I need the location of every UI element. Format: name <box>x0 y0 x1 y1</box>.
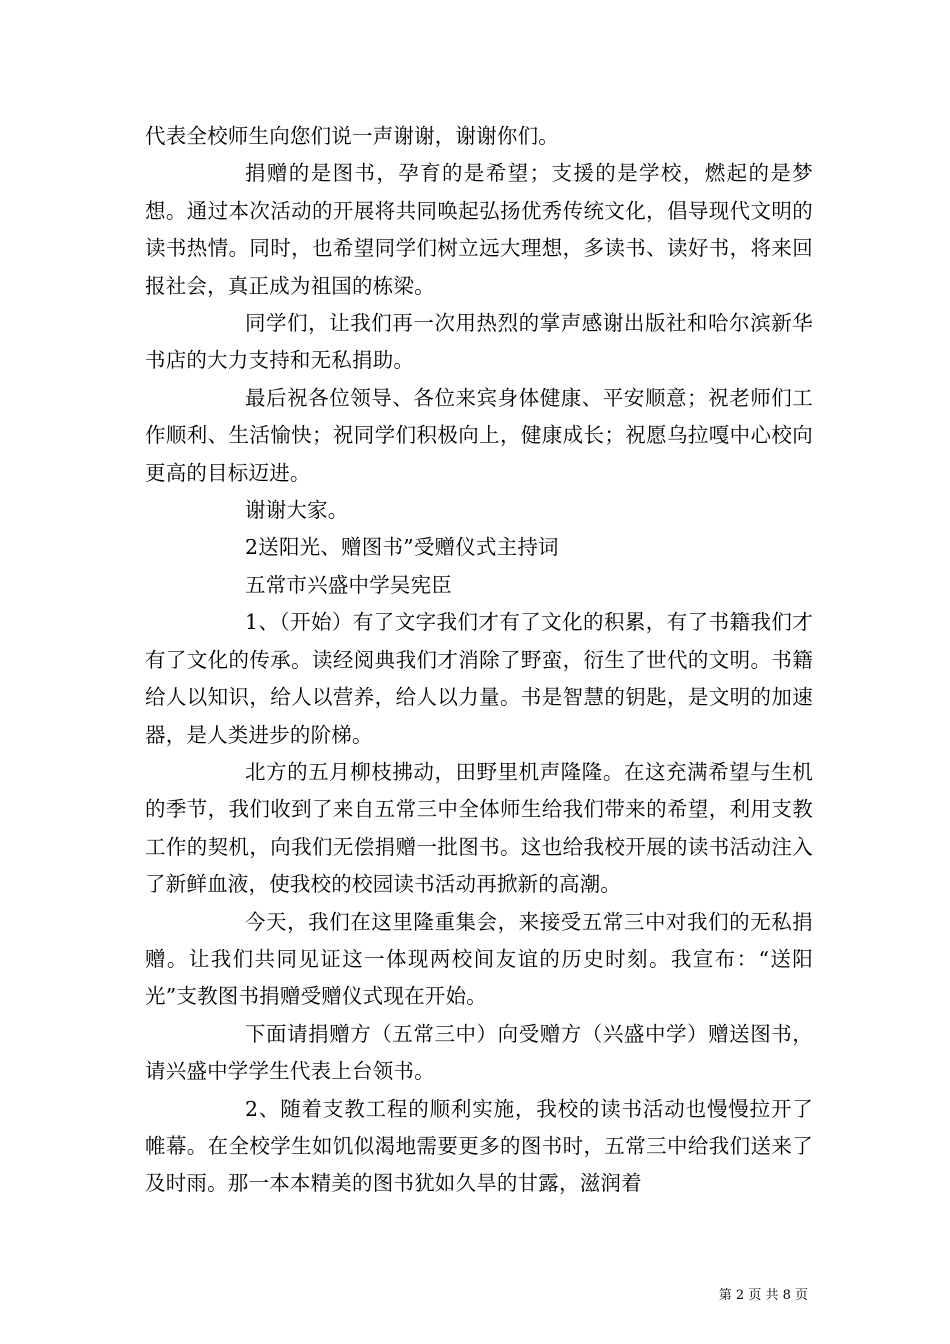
paragraph-2: 捐赠的是图书，孕育的是希望；支援的是学校，燃起的是梦想。通过本次活动的开展将共同唤起弘扬优秀传统文化，倡导现代文明的读书热情。同时，也希望同学们树立远大理想，多读书、读好书，将来回报社会，真正成为祖国的栋梁。 <box>145 161 813 298</box>
paragraph-3: 同学们，让我们再一次用热烈的掌声感谢出版社和哈尔滨新华书店的大力支持和无私捐助。 <box>145 311 813 373</box>
paragraph-8: 1、（开始）有了文字我们才有了文化的积累，有了书籍我们才有了文化的传承。读经阅典我们才消除了野蛮，衍生了世代的文明。书籍给人以知识，给人以营养，给人以力量。书是智慧的钥匙，是文明的加速器，是人类进步的阶梯。 <box>145 610 813 747</box>
author-line: 五常市兴盛中学吴宪臣 <box>245 572 452 597</box>
paragraph-10: 今天，我们在这里隆重集会，来接受五常三中对我们的无私捐赠。让我们共同见证这一体现两校间友谊的历史时刻。我宣布：“送阳光”支教图书捐赠受赠仪式现在开始。 <box>145 909 813 1009</box>
paragraph-5: 谢谢大家。 <box>245 498 349 523</box>
paragraph-9: 北方的五月柳枝拂动，田野里机声隆隆。在这充满希望与生机的季节，我们收到了来自五常三中全体师生给我们带来的希望，利用支教工作的契机，向我们无偿捐赠一批图书。这也给我校开展的读书活动注入了新鲜血液，使我校的校园读书活动再掀新的高潮。 <box>145 759 813 897</box>
document-body <box>145 118 813 1203</box>
section-title: 2送阳光、赠图书”受赠仪式主持词 <box>245 535 559 560</box>
paragraph-11: 下面请捐赠方（五常三中）向受赠方（兴盛中学）赠送图书，请兴盛中学学生代表上台领书。 <box>145 1021 813 1084</box>
paragraph-1: 代表全校师生向您们说一声谢谢，谢谢你们。 <box>145 124 559 148</box>
page-number-footer: 第 2 页 共 8 页 <box>718 1288 808 1303</box>
paragraph-4: 最后祝各位领导、各位来宾身体健康、平安顺意；祝老师们工作顺利、生活愉快；祝同学们积极向上，健康成长；祝愿乌拉嘎中心校向更高的目标迈进。 <box>145 385 813 485</box>
paragraph-12: 2、随着支教工程的顺利实施，我校的读书活动也慢慢拉开了帷幕。在全校学生如饥似渴地需要更多的图书时，五常三中给我们送来了及时雨。那一本本精美的图书犹如久旱的甘露，滋润着 <box>145 1096 813 1196</box>
